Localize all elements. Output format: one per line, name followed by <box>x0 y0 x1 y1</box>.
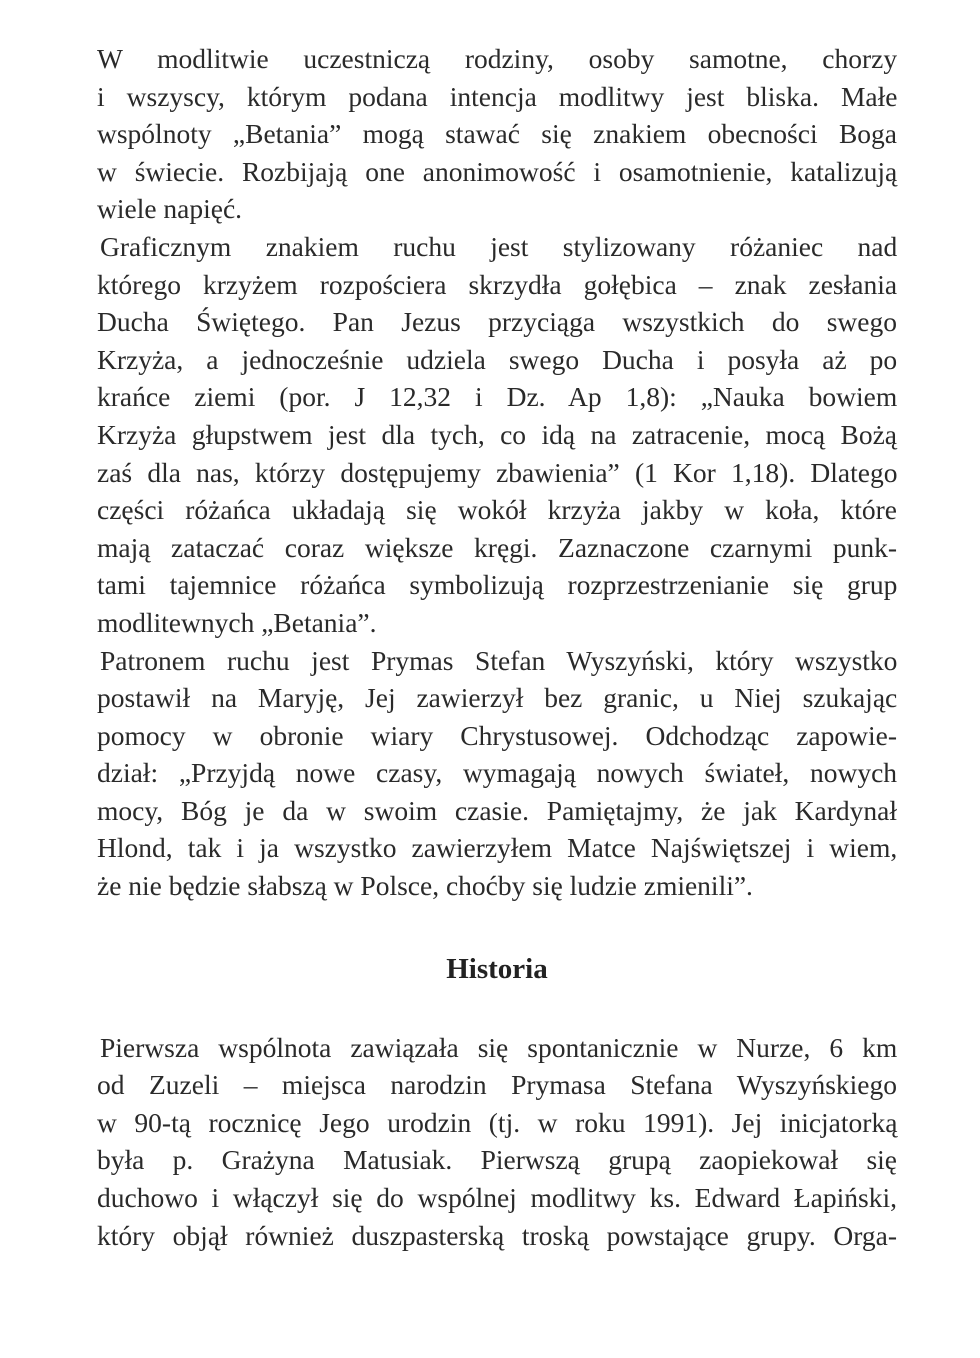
text-line: Pierwsza wspólnota zawiązała się spontanicznie w Nurze, 6 km <box>100 1031 898 1063</box>
text-line: którego krzyżem rozpościera skrzydła gołębica – znak zesłania <box>97 268 898 300</box>
text-line: W modlitwie uczestniczą rodziny, osoby samotne, chorzy <box>97 43 898 74</box>
book-page <box>97 40 897 1254</box>
text-line: części różańca układają się wokół krzyża jakby w koła, które <box>97 494 897 526</box>
text-line: od Zuzeli – miejsca narodzin Prymasa Stefana Wyszyńskiego <box>97 1069 897 1101</box>
text-line: wiele napięć. <box>97 193 243 225</box>
text-line: Krzyża, a jednocześnie udziela swego Ducha i posyła aż po <box>97 343 898 375</box>
text-line: postawił na Maryję, Jej zawierzył bez granic, u Niej szukając <box>97 682 898 714</box>
text-line: Patronem ruchu jest Prymas Stefan Wyszyński, który wszystko <box>100 644 898 676</box>
section-heading: Historia <box>446 952 548 985</box>
text-line: który objął również duszpasterską troską powstające grupy. Orga- <box>97 1219 897 1251</box>
paragraph-participants <box>97 40 897 228</box>
paragraph-symbol <box>97 228 897 642</box>
text-line: zaś dla nas, którzy dostępujemy zbawienia” (1 Kor 1,18). Dlatego <box>97 456 898 488</box>
text-line: duchowo i włączył się do wspólnej modlitwy ks. Edward Łapiński, <box>97 1182 897 1214</box>
text-line: była p. Grażyna Matusiak. Pierwszą grupą zaopiekował się <box>97 1144 897 1176</box>
text-line: krańce ziemi (por. J 12,32 i Dz. Ap 1,8): „Nauka bowiem <box>97 381 898 413</box>
text-line: mają zataczać coraz większe kręgi. Zaznaczone czarnymi punk- <box>97 531 897 563</box>
text-line: Ducha Świętego. Pan Jezus przyciąga wszystkich do swego <box>97 306 897 338</box>
text-line: tami tajemnice różańca symbolizują rozprzestrzenianie się grup <box>97 569 898 601</box>
text-line: Graficznym znakiem ruchu jest stylizowany różaniec nad <box>100 230 898 262</box>
paragraph-history <box>97 1029 897 1255</box>
text-line: wspólnoty „Betania” mogą stawać się znakiem obecności Boga <box>97 118 897 150</box>
text-line: dział: „Przyjdą nowe czasy, wymagają nowych świateł, nowych <box>97 757 898 789</box>
text-line: że nie będzie słabszą w Polsce, choćby się ludzie zmienili”. <box>97 870 753 902</box>
text-line: w świecie. Rozbijają one anonimowość i osamotnienie, katalizują <box>97 155 898 187</box>
text-line: pomocy w obronie wiary Chrystusowej. Odchodząc zapowie- <box>97 719 897 751</box>
text-line: w 90-tą rocznicę Jego urodzin (tj. w roku 1991). Jej inicjatorką <box>97 1106 898 1138</box>
text-line: i wszyscy, którym podana intencja modlitwy jest bliska. Małe <box>97 80 898 112</box>
text-line: Krzyża głupstwem jest dla tych, co idą na zatracenie, mocą Bożą <box>97 418 897 450</box>
paragraph-patron <box>97 642 897 905</box>
text-line: modlitewnych „Betania”. <box>97 606 377 638</box>
text-line: mocy, Bóg je da w swoim czasie. Pamiętajmy, że jak Kardynał <box>97 794 897 826</box>
text-line: Hlond, tak i ja wszystko zawierzyłem Matce Najświętszej i wiem, <box>97 832 898 864</box>
